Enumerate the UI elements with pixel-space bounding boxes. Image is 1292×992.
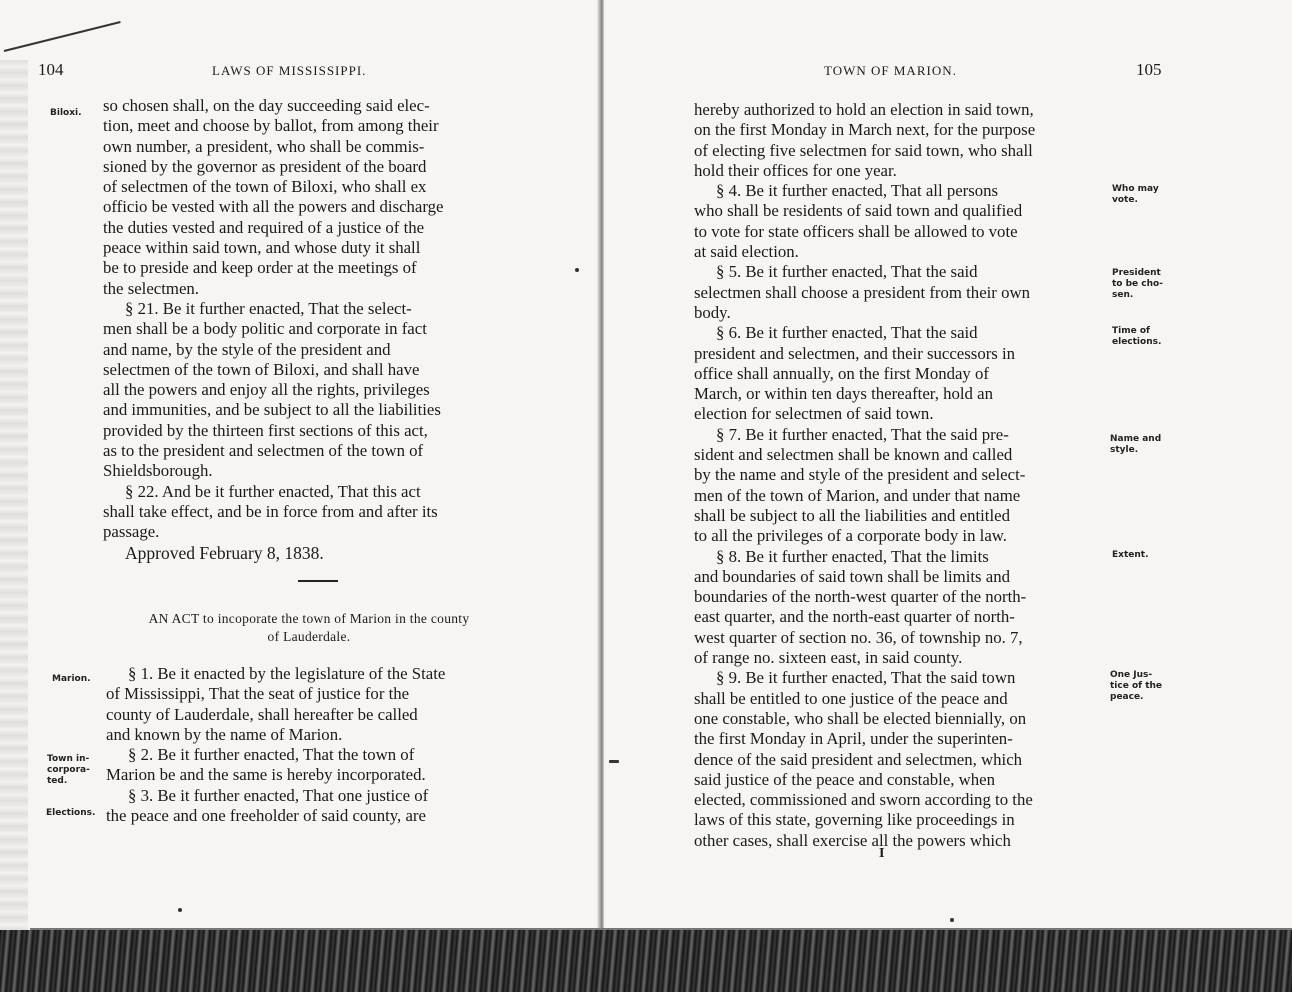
margin-note-president-chosen: President to be cho- sen. <box>1112 268 1163 300</box>
section-6-line: § 6. Be it further enacted, That the said <box>716 323 978 343</box>
margin-note-who-may-vote: Who may vote. <box>1112 184 1159 205</box>
text-line: county of Lauderdale, shall hereafter be called <box>106 704 418 724</box>
scan-bottom-shadow <box>0 930 1292 992</box>
text-line: and known by the name of Marion. <box>106 724 343 744</box>
act-title-line: of Lauderdale. <box>267 629 351 644</box>
section-2-line: § 2. Be it further enacted, That the town of <box>128 745 415 765</box>
text-line: sioned by the governor as president of the board <box>103 156 427 176</box>
text-line: selectmen of the town of Biloxi, and shall have <box>103 359 420 379</box>
text-line: so chosen shall, on the day succeeding said elec- <box>103 96 430 115</box>
text-line: be to preside and keep order at the meetings of <box>103 258 417 278</box>
section-21-line: § 21. Be it further enacted, That the select- <box>125 298 412 318</box>
text-line: officio be vested with all the powers and discharge <box>103 197 444 217</box>
page-edge-shadow <box>0 60 28 930</box>
text-line: all the powers and enjoy all the rights, privileges <box>103 380 430 400</box>
page-number-right: 105 <box>1136 60 1162 79</box>
print-speck <box>178 908 182 912</box>
running-head-left: LAWS OF MISSISSIPPI. <box>212 63 367 78</box>
text-line: own number, a president, who shall be commis- <box>103 136 425 156</box>
text-line: tion, meet and choose by ballot, from among their <box>103 116 439 136</box>
section-divider-rule <box>298 580 338 582</box>
text-line: by the name and style of the president and select- <box>694 465 1026 485</box>
text-line: who shall be residents of said town and qualified <box>694 201 1023 221</box>
print-speck <box>575 268 579 272</box>
text-line: Marion be and the same is hereby incorporated. <box>106 765 426 785</box>
text-line: shall take effect, and be in force from and after its <box>103 501 438 521</box>
margin-note-time-of-elections: Time of elections. <box>1112 326 1162 347</box>
text-line: of Mississippi, That the seat of justice for the <box>106 684 410 704</box>
text-line: one constable, who shall be elected biennially, on <box>694 708 1027 728</box>
text-line: the peace and one freeholder of said county, are <box>106 806 426 826</box>
left-text-block-1 <box>103 96 508 563</box>
text-line: and immunities, and be subject to all the liabilities <box>103 400 441 420</box>
text-line: body. <box>694 302 731 322</box>
running-head-right: TOWN OF MARION. <box>824 63 957 78</box>
text-line: at said election. <box>694 242 799 262</box>
section-5-line: § 5. Be it further enacted, That the said <box>716 262 978 282</box>
text-line: men shall be a body politic and corporate in fact <box>103 319 427 339</box>
margin-note-extent: Extent. <box>1112 550 1149 560</box>
text-line: sident and selectmen shall be known and called <box>694 445 1013 465</box>
text-line: shall be subject to all the liabilities and entitled <box>694 505 1010 525</box>
text-line: hold their offices for one year. <box>694 160 897 180</box>
section-9-line: § 9. Be it further enacted, That the said town <box>716 668 1016 688</box>
text-line: as to the president and selectmen of the town of <box>103 441 424 461</box>
text-line: president and selectmen, and their successors in <box>694 343 1016 363</box>
text-line: hereby authorized to hold an election in said town, <box>694 100 1034 119</box>
text-line: boundaries of the north-west quarter of the north- <box>694 587 1027 607</box>
text-line: other cases, shall exercise all the powers which <box>694 830 1011 850</box>
margin-note-biloxi: Biloxi. <box>50 108 82 118</box>
text-line: elected, commissioned and sworn according to the <box>694 790 1033 810</box>
text-line: passage. <box>103 522 160 542</box>
text-line: to vote for state officers shall be allowed to vote <box>694 221 1018 241</box>
text-line: office shall annually, on the first Monday of <box>694 363 989 383</box>
text-line: and boundaries of said town shall be limits and <box>694 566 1010 586</box>
text-line: to all the privileges of a corporate body in law. <box>694 526 1007 546</box>
margin-note-town-incorporated: Town in- corpora- ted. <box>47 754 90 786</box>
page-number-left: 104 <box>38 60 64 79</box>
act-title-line: AN ACT to incoporate the town of Marion in the county <box>148 611 470 626</box>
margin-note-one-justice: One Jus- tice of the peace. <box>1110 670 1163 702</box>
approval-date: Approved February 8, 1838. <box>125 542 324 563</box>
margin-note-name-and-style: Name and style. <box>1110 434 1162 455</box>
margin-note-elections: Elections. <box>46 808 96 818</box>
text-line: laws of this state, governing like proceedings in <box>694 810 1015 830</box>
right-text-block <box>694 100 1106 851</box>
text-line: of electing five selectmen for said town, who shall <box>694 140 1033 160</box>
corner-mark <box>4 21 121 52</box>
print-speck <box>950 918 954 922</box>
margin-note-marion: Marion. <box>52 674 91 684</box>
text-line: peace within said town, and whose duty it shall <box>103 238 421 258</box>
section-4-line: § 4. Be it further enacted, That all persons <box>716 181 999 201</box>
text-line: the selectmen. <box>103 278 199 298</box>
text-line: said justice of the peace and constable, when <box>694 769 996 789</box>
text-line: men of the town of Marion, and under that name <box>694 485 1021 505</box>
signature-mark: I <box>879 846 885 861</box>
section-22-line: § 22. And be it further enacted, That this act <box>125 481 421 501</box>
text-line: east quarter, and the north-east quarter of north- <box>694 607 1015 627</box>
section-3-line: § 3. Be it further enacted, That one justice of <box>128 785 429 805</box>
text-line: Shieldsborough. <box>103 461 213 481</box>
text-line: the duties vested and required of a justice of the <box>103 217 425 237</box>
text-line: provided by the thirteen first sections of this act, <box>103 420 428 440</box>
text-line: dence of the said president and selectmen, which <box>694 749 1023 769</box>
text-line: on the first Monday in March next, for the purpose <box>694 120 1036 140</box>
section-7-line: § 7. Be it further enacted, That the said pre- <box>716 424 1009 444</box>
act-title <box>100 610 518 646</box>
text-line: shall be entitled to one justice of the peace and <box>694 688 1008 708</box>
section-1-line: § 1. Be it enacted by the legislature of the State <box>128 664 446 683</box>
print-speck <box>609 760 619 763</box>
section-8-line: § 8. Be it further enacted, That the limits <box>716 546 989 566</box>
text-line: and name, by the style of the president and <box>103 339 391 359</box>
right-page <box>604 0 1292 930</box>
text-line: west quarter of section no. 36, of township no. 7, <box>694 627 1023 647</box>
text-line: March, or within ten days thereafter, hold an <box>694 384 993 404</box>
text-line: selectmen shall choose a president from their own <box>694 282 1030 302</box>
left-page <box>0 0 600 930</box>
text-line: of selectmen of the town of Biloxi, who shall ex <box>103 177 427 197</box>
text-line: election for selectmen of said town. <box>694 404 934 424</box>
left-text-block-2 <box>106 664 512 826</box>
text-line: the first Monday in April, under the superinten- <box>694 729 1013 749</box>
text-line: of range no. sixteen east, in said county. <box>694 648 963 668</box>
